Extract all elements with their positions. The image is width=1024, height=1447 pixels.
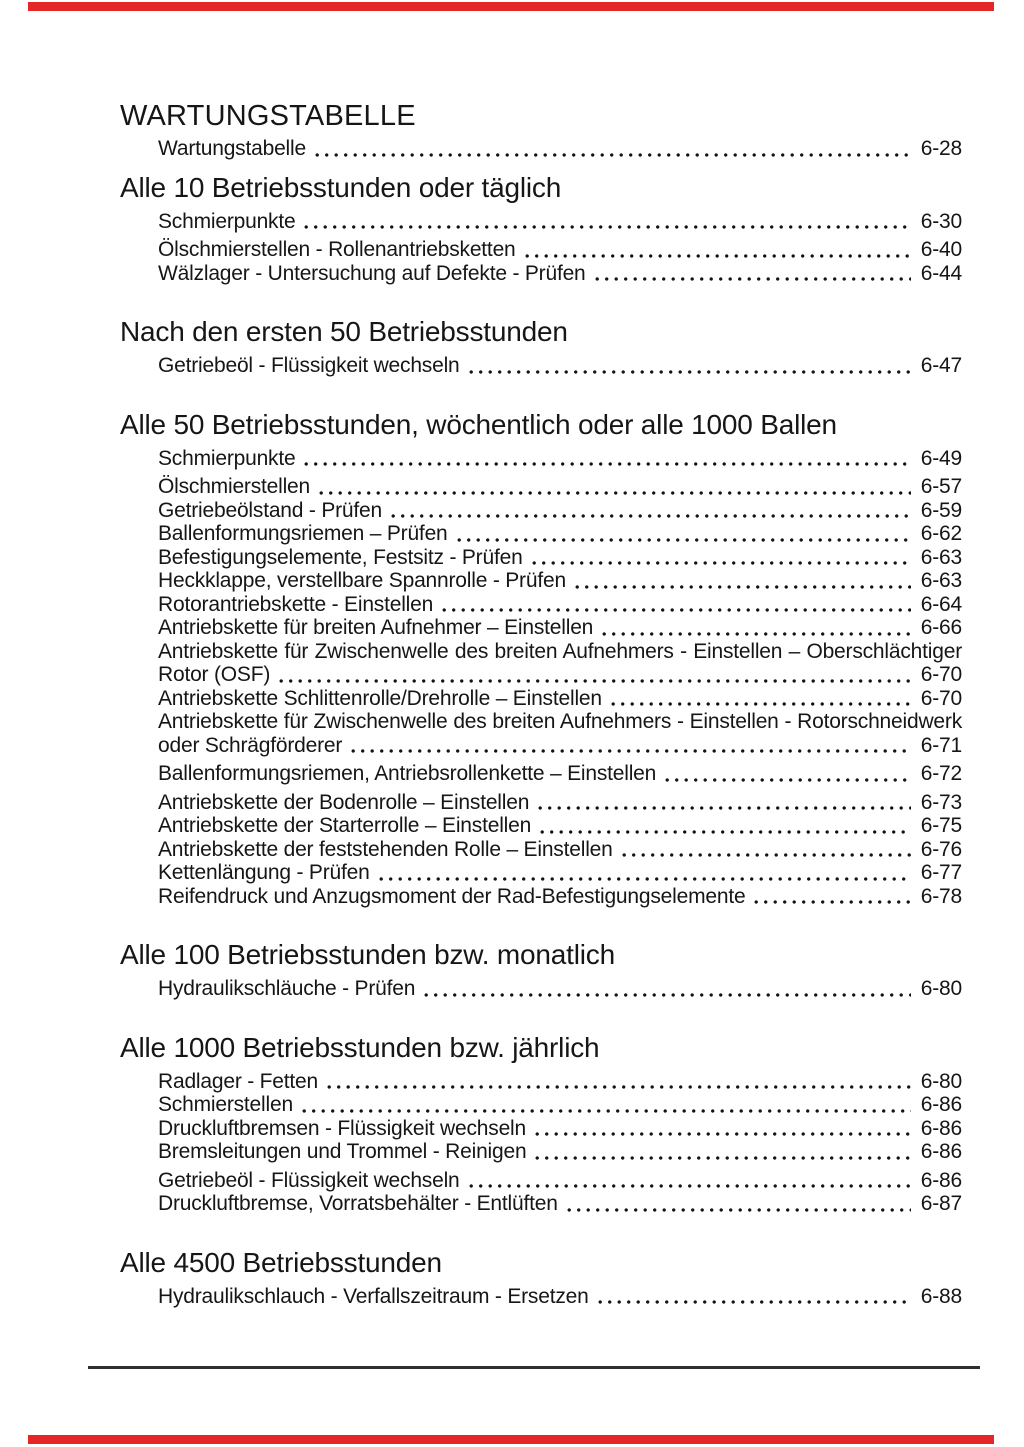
toc-entry-row [158, 1140, 962, 1164]
toc-entry-label: Kettenlängung - Prüfen [158, 861, 370, 884]
dot-leader [351, 748, 911, 754]
toc-section [120, 938, 962, 1001]
toc-entry-page-number: 6-63 [920, 545, 962, 569]
toc-entry-page-number: 6-80 [920, 1069, 962, 1093]
dot-leader [540, 829, 911, 835]
toc-sections [120, 171, 962, 1309]
toc-entry-page-number: 6-30 [920, 209, 962, 233]
toc-entry-page-number: 6-66 [920, 616, 962, 639]
toc-entry-row [158, 814, 962, 838]
dot-leader [279, 678, 911, 684]
toc-entry-row [158, 262, 962, 286]
toc-entry-label: Ölschmierstellen [158, 475, 311, 498]
dot-leader [602, 631, 911, 637]
dot-leader [532, 560, 911, 566]
dot-leader [442, 607, 911, 613]
section-entry-list [158, 210, 962, 286]
dot-leader [535, 1155, 910, 1161]
toc-entry-page-number: 6-86 [920, 1140, 962, 1163]
toc-entry [158, 1070, 962, 1094]
toc-entry [158, 838, 962, 862]
toc-entry-row [158, 663, 962, 687]
toc-entry-label: Antriebskette Schlittenrolle/Drehrolle – Einstellen [158, 686, 602, 710]
toc-entry-page-number: 6-88 [920, 1284, 962, 1308]
dot-leader [622, 852, 911, 858]
toc-entry-row [158, 475, 962, 499]
toc-entry [158, 210, 962, 234]
toc-entry [158, 977, 962, 1001]
toc-entry-row [158, 838, 962, 862]
toc-entry-row [158, 1192, 962, 1216]
toc-entry [158, 1093, 962, 1117]
toc-entry-label: Rotorantriebskette - Einstellen [158, 592, 434, 616]
toc-entry-page-number: 6-72 [920, 762, 962, 785]
toc-entry-row [158, 861, 962, 885]
toc-entry [158, 1117, 962, 1141]
toc-entry [158, 1169, 962, 1193]
dot-leader [535, 1131, 911, 1137]
toc-entry-page-number: 6-57 [920, 475, 962, 498]
toc-entry-page-number: 6-77 [920, 861, 962, 884]
toc-entry-label: Getriebeöl - Flüssigkeit wechseln [158, 1168, 460, 1192]
toc-section [120, 171, 962, 286]
page-title: WARTUNGSTABELLE [120, 100, 416, 132]
toc-entry-label: Druckluftbremsen - Flüssigkeit wechseln [158, 1116, 526, 1140]
toc-entry-page-number: 6-73 [920, 790, 962, 814]
toc-entry-row [158, 1117, 962, 1141]
toc-entry-row [158, 569, 962, 593]
toc-entry-row [158, 546, 962, 570]
toc-entry-row [158, 1285, 962, 1309]
section-heading: Nach den ersten 50 Betriebsstunden [120, 316, 568, 347]
toc-entry-row [158, 1070, 962, 1094]
toc-entry-page-number: 6-78 [920, 884, 962, 908]
toc-entry-label: Antriebskette der feststehenden Rolle – Einstellen [158, 837, 613, 861]
toc-entry-row [158, 238, 962, 262]
section-heading: Alle 10 Betriebsstunden oder täglich [120, 171, 562, 203]
toc-entry-label: Bremsleitungen und Trommel - Reinigen [158, 1140, 527, 1163]
toc-entry [158, 791, 962, 815]
toc-entry-label: Hydraulikschlauch - Verfallszeitraum - Ersetzen [158, 1284, 589, 1308]
dot-leader [379, 876, 911, 882]
toc-entry-label-line1: Antriebskette für Zwischenwelle des breiten Aufnehmers - Einstellen – Oberschlächtiger [158, 639, 962, 663]
section-heading: Alle 1000 Betriebsstunden bzw. jährlich [120, 1031, 600, 1063]
dot-leader [525, 253, 911, 259]
toc-entry-label: Ballenformungsriemen, Antriebsrollenkette – Einstellen [158, 762, 657, 785]
dot-leader [424, 992, 911, 998]
toc-entry [158, 1192, 962, 1216]
footer-rule [88, 1366, 980, 1369]
dot-leader [391, 513, 911, 519]
dot-leader [754, 899, 910, 905]
toc-entry-row [158, 1169, 962, 1193]
toc-entry-label: Rotor (OSF) [158, 663, 271, 686]
toc-entry-page-number: 6-86 [920, 1093, 962, 1116]
toc-entry-row [158, 447, 962, 471]
toc-entry-label: Hydraulikschläuche - Prüfen [158, 977, 416, 1000]
toc-entry-page-number: 6-75 [920, 814, 962, 837]
dot-leader [469, 1183, 911, 1189]
toc-entry-label: Wälzlager - Untersuchung auf Defekte - Prüfen [158, 261, 586, 285]
dot-leader [595, 276, 911, 282]
toc-entry-row [158, 210, 962, 234]
dot-leader [567, 1207, 911, 1213]
dot-leader [611, 701, 911, 707]
toc-entry-page-number: 6-28 [920, 137, 962, 160]
dot-leader [327, 1084, 911, 1090]
toc-entry-row [158, 593, 962, 617]
title-entry-wrap [158, 137, 962, 161]
toc-entry [158, 640, 962, 687]
toc-entry-label: Antriebskette für breiten Aufnehmer – Einstellen [158, 616, 594, 639]
toc-entry [158, 354, 962, 378]
toc-entry-row [158, 1093, 962, 1117]
toc-entry [158, 546, 962, 570]
section-heading: Alle 100 Betriebsstunden bzw. monatlich [120, 939, 615, 970]
toc-entry [158, 687, 962, 711]
toc-entry-page-number: 6-80 [920, 977, 962, 1000]
toc-entry-page-number: 6-64 [920, 592, 962, 616]
toc-entry-page-number: 6-49 [920, 446, 962, 470]
toc-entry [158, 262, 962, 286]
toc-entry [158, 1140, 962, 1164]
toc-entry-label: Ölschmierstellen - Rollenantriebsketten [158, 238, 516, 261]
toc-entry [158, 593, 962, 617]
toc-entry-page-number: 6-70 [920, 686, 962, 710]
toc-entry [158, 814, 962, 838]
toc-entry-label: Befestigungselemente, Festsitz - Prüfen [158, 545, 523, 569]
toc-entry [158, 137, 962, 161]
toc-entry-label: oder Schrägförderer [158, 733, 343, 757]
toc-entry-row [158, 734, 962, 758]
toc-entry-page-number: 6-76 [920, 837, 962, 861]
toc-entry-label: Wartungstabelle [158, 137, 306, 160]
dot-leader [469, 369, 911, 375]
toc-entry-row [158, 522, 962, 546]
toc-entry-row [158, 885, 962, 909]
toc-entry-page-number: 6-71 [920, 733, 962, 757]
toc-entry-page-number: 6-86 [920, 1168, 962, 1192]
dot-leader [315, 152, 911, 158]
page-top-red-bar [28, 2, 994, 11]
toc-entry-row [158, 977, 962, 1001]
dot-leader [538, 805, 911, 811]
toc-entry [158, 522, 962, 546]
toc-entry-label: Reifendruck und Anzugsmoment der Rad-Befestigungselemente [158, 884, 746, 908]
toc-entry-label: Schmierpunkte [158, 209, 296, 233]
toc-entry [158, 885, 962, 909]
dot-leader [319, 490, 911, 496]
toc-entry-page-number: 6-70 [920, 663, 962, 686]
section-entry-list [158, 447, 962, 909]
dot-leader [457, 537, 911, 543]
toc-entry-row [158, 499, 962, 523]
dot-leader [304, 461, 910, 467]
toc-section [120, 408, 962, 909]
toc-entry [158, 762, 962, 786]
toc-section [120, 1246, 962, 1309]
toc-entry [158, 475, 962, 499]
toc-entry-label-line1: Antriebskette für Zwischenwelle des breiten Aufnehmers - Einstellen - Rotorschneidwerk [158, 710, 962, 733]
toc-entry-page-number: 6-86 [920, 1116, 962, 1140]
toc-entry-row [158, 687, 962, 711]
toc-entry-label: Schmierstellen [158, 1093, 293, 1116]
section-entry-list [158, 977, 962, 1001]
toc-entry [158, 616, 962, 640]
dot-leader [302, 1108, 911, 1114]
page-bottom-red-bar [28, 1435, 994, 1444]
toc-entry-label: Schmierpunkte [158, 446, 296, 470]
toc-entry-row [158, 354, 962, 378]
toc-entry [158, 238, 962, 262]
toc-entry-page-number: 6-87 [920, 1192, 962, 1215]
toc-entry-label: Heckklappe, verstellbare Spannrolle - Prüfen [158, 569, 566, 592]
dot-leader [665, 777, 911, 783]
toc-entry-page-number: 6-47 [920, 354, 962, 377]
dot-leader [575, 584, 911, 590]
dot-leader [598, 1299, 911, 1305]
toc-entry-label: Druckluftbremse, Vorratsbehälter - Entlüften [158, 1192, 558, 1215]
toc-entry-label: Antriebskette der Bodenrolle – Einstellen [158, 790, 530, 814]
toc-entry-row [158, 791, 962, 815]
toc-entry-label: Getriebeöl - Flüssigkeit wechseln [158, 354, 460, 377]
section-entry-list [158, 354, 962, 378]
toc-entry [158, 1285, 962, 1309]
toc-entry-page-number: 6-40 [920, 238, 962, 261]
toc-entry-label: Getriebeölstand - Prüfen [158, 498, 382, 522]
toc-entry [158, 569, 962, 593]
section-entry-list [158, 1285, 962, 1309]
section-entry-list [158, 1070, 962, 1216]
toc-entry-label: Ballenformungsriemen – Prüfen [158, 522, 448, 545]
section-heading: Alle 4500 Betriebsstunden [120, 1246, 442, 1278]
toc-entry-page-number: 6-63 [920, 569, 962, 592]
toc-entry-page-number: 6-59 [920, 498, 962, 522]
toc-entry [158, 499, 962, 523]
toc-entry [158, 861, 962, 885]
toc-entry-page-number: 6-62 [920, 522, 962, 545]
toc-entry-row [158, 762, 962, 786]
toc-entry-page-number: 6-44 [920, 261, 962, 285]
toc-page [120, 100, 962, 1308]
toc-entry-label: Antriebskette der Starterrolle – Einstellen [158, 814, 532, 837]
toc-entry [158, 447, 962, 471]
section-heading: Alle 50 Betriebsstunden, wöchentlich oder alle 1000 Ballen [120, 408, 837, 440]
toc-entry-row [158, 616, 962, 640]
dot-leader [304, 224, 910, 230]
toc-entry [158, 710, 962, 757]
toc-section [120, 315, 962, 378]
toc-section [120, 1031, 962, 1216]
toc-entry-label: Radlager - Fetten [158, 1069, 319, 1093]
